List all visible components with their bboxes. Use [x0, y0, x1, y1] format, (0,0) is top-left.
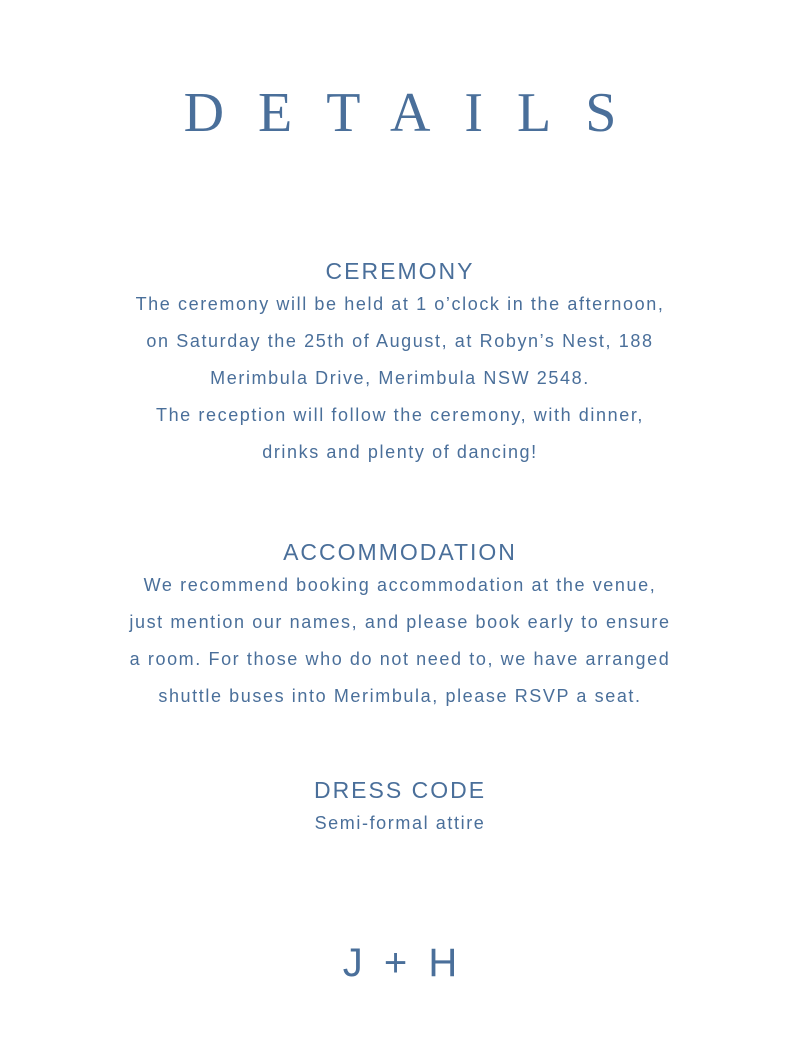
dress-code-section	[0, 775, 800, 842]
accommodation-line: We recommend booking accommodation at the venue,	[143, 575, 657, 595]
ceremony-section	[0, 256, 800, 471]
dress-code-heading: DRESS CODE	[313, 777, 487, 803]
dress-code-line: Semi-formal attire	[314, 813, 486, 833]
accommodation-heading: ACCOMMODATION	[283, 539, 517, 565]
accommodation-line: a room. For those who do not need to, we have arranged	[129, 649, 671, 669]
accommodation-line: just mention our names, and please book early to ensure	[129, 612, 671, 632]
page-title: DETAILS	[183, 82, 651, 144]
ceremony-line: on Saturday the 25th of August, at Robyn’s Nest, 188	[146, 331, 654, 351]
ceremony-line: The ceremony will be held at 1 o’clock in the afternoon,	[135, 294, 665, 314]
ceremony-line: Merimbula Drive, Merimbula NSW 2548.	[210, 368, 590, 388]
accommodation-section	[0, 537, 800, 715]
ceremony-line: drinks and plenty of dancing!	[262, 442, 538, 462]
ceremony-heading: CEREMONY	[325, 258, 475, 284]
monogram: J + H	[342, 941, 458, 985]
ceremony-line: The reception will follow the ceremony, with dinner,	[155, 405, 645, 425]
accommodation-line: shuttle buses into Merimbula, please RSVP a seat.	[158, 686, 642, 706]
